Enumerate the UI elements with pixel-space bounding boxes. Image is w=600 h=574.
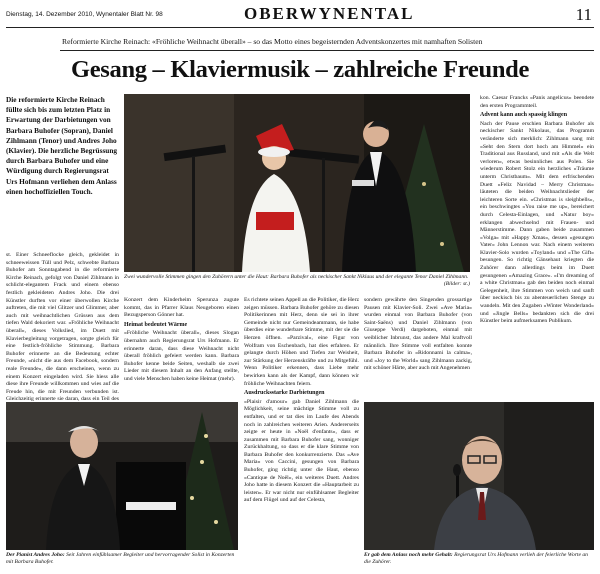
- body-text: sondern gewährte den Singenden grossartige Pausen mit Klavier-Soli. Zwei «Ave Maria» wurden einmal von Barbara Buhofer (von Saint-Saëns) und Daniel Zihlmann (von Giuseppe Verdi) dargeboten, einmal mit weiblicher Inbrunst, das andere Mal kraftvoll männlich. Ihre Stimme voll entfalten konnte Barbara Buhofer in «Ridonnami la calma», und «Joy to the World» sang Zihlmann zackig, mit schöner Härte, aber auch mit Angenehmen: [364, 297, 472, 372]
- kicker-rule: [60, 50, 594, 51]
- body-column-1: [6, 252, 119, 403]
- photo-credit: (Bilder: st.): [443, 281, 470, 288]
- body-column-2: [124, 297, 239, 397]
- photo-caption-top: [124, 274, 470, 288]
- body-text: Es richtete seinen Appell an die Politiker, die Herz zeigen müssen. Barbara Buhofer gehöre zu diesen Politikerinnen mit Herz, denn sie sei in ihrer Gemeinde nicht nur Gemeindeammann, sie habe überdies eine wunderbare Stimme, mit der sie die Herzen öffnen. «Parzival», eine Figur von Wolfram von Eschenbach, hat dies erfahren. Er gelangte durch Höhen und Tiefen zur Weisheit, zur Stärkung der Herzenskräfte und zu Mitgefühl. Wenn Politiker erkennen, dass Liebe mehr bewirken kann als der Kampf, dann können wir fröhliche Weihnachten feiern.: [244, 297, 359, 387]
- body-column-3: [244, 297, 359, 553]
- page-number: 11: [575, 5, 592, 24]
- pianist-photo: [6, 402, 238, 550]
- caption-name: Er gab dem Anlass noch mehr Gehalt:: [364, 552, 453, 558]
- section-title: OBERWYNENTAL: [244, 4, 415, 23]
- caption-text: Seit Jahren einfühlsamer Begleiter und hervorragender Solist in Konzerten mit Barbara Buhofer.: [6, 552, 235, 566]
- concert-photo: [124, 94, 470, 272]
- body-text: «Fröhliche Weihnacht überall», dieses Slogan übernahm auch Regierungsrat Urs Hofmann. Er erinnerte daran, dass diese Weihnacht nicht überall fröhlich gefeiert werden kann. Barbara Buhofer kenne beide Seiten, weshalb sie zwei Lieder mit diesem Inhalt an den Anfang stellte, und viele Menschen haben keine Heimat (mehr).: [124, 330, 239, 382]
- body-text: kon. Caesar Francks «Panis angelicus» beendete den ersten Programmteil.: [480, 95, 594, 109]
- subheading-darbietungen: Ausdrucksstarke Darbietungen: [244, 390, 325, 397]
- concert-photo-graphic: [124, 94, 470, 272]
- pianist-photo-graphic: [6, 402, 238, 550]
- body-text: Konzert dem Kinderheim Sperunza zugute kommt, das in Pfarrer Klaus Neugeboren einen Bezugsperson Gönner hat.: [124, 297, 239, 319]
- politician-photo-graphic: [364, 402, 594, 550]
- politician-photo: [364, 402, 594, 550]
- body-text: «Plaisir d'amour» gab Daniel Zihlmann die Möglichkeit, seine mächtige Stimme voll zu entfalten, und er tat dies im Laufe des Abends noch in zahlreichen weiteren Arien. Andererseits zeigte er heute in «Noël d'enfants», dass er zusammen mit Barbara Buhofer sang, wonniger Zurückhaltung, so dass er die klare Stimme von Barbara Buhofer den konkurrenzierte. Das «Ave Maria» von Caccini, gesungen von Barbara Buhofer, ging richtig unter die Haut, ebenso «Cantique de Noël», ein weiteres Duett. Andres Joho hatte in diesem Konzert die «Hauptarbeit zu leisten». Er war nicht nur einfühlsamer Begleiter auf dem Flügel und auf der Celesta,: [244, 398, 359, 504]
- caption-text: Regierungsrat Urs Hofmann verlieh der feierliche Worte an die Zuhörer.: [364, 552, 588, 566]
- subheading-advent: Advent kann auch spassig klingen: [480, 112, 568, 119]
- photo-caption-bottom-left: [6, 552, 238, 566]
- body-column-4: [364, 297, 472, 397]
- body-text: Nach der Pause erschien Barbara Buhofer als neckischer Sankt Nikolaus, das Programm veränderte sich merklich: Zihlmann sang mit «Seht den Stern dort hoch am Himmel» ein Traditional aus Russland, und mit «Als die Welt verloren», etwas besinnliches aus Polen. Sie wiederum Robert Stolz ein herzliches «Träume unterm Christbaum». Mit dem erfrischenden Duett «Feliz Navidad – Merry Christmas» läuteten die beiden Weihnachtslieder der leichteren Sorte ein. «Christmas is sleighbells», ein beschwingtes «You raise me up», bereichert durch Celesta-Einlagen, und «Natur boy» erklangen abwechselnd mit Frauen- und Männerstimme. Dann gaben beide zusammen «Volga» mit «Happy Xmas», dessen «gesungen Vater» John Lennon war. Nach einem weiteren Klavier-Solo wurden «Toyland» und «The Gift» besungen. So richtig Gänsehaut kriegten die Zuhörer dann allerdings beim im Duett gesungenen «Amazing Grace». «I'm dreaming of a white Christmas» gab den beiden noch einmal Gelegenheit, ihre Stimmen von weich und sanft über neckisch bis zu abenteuerlichen Stenge zu wandeln. Mit den Zugaben «Winter Wonderland» und «Jingle Bells» bedankten sich die drei Künstler beim aufmerksamen Publikum.: [480, 120, 594, 325]
- issue-date: Dienstag, 14. Dezember 2010, Wynentaler Blatt Nr. 98: [6, 11, 163, 18]
- header-rule: [6, 27, 594, 28]
- headline: Gesang – Klaviermusik – zahlreiche Freunde: [70, 56, 530, 83]
- subheading-heimat: Heimat bedeutet Wärme: [124, 321, 188, 328]
- photo-caption-bottom-right: [364, 552, 594, 566]
- caption-name: Der Pianist Andres Joho:: [6, 552, 65, 558]
- body-column-5: [480, 95, 594, 395]
- lead-paragraph: Die reformierte Kirche Reinach füllte sich bis zum letzten Platz in Erwartung der Darbietungen von Barbara Buhofer (Sopran), Daniel Zihlmann (Tenor) und Andres Joho (Klavier). Die herzliche Begrüssung durch Barbara Buhofer und eine Würdigung durch Regierungsrat Urs Hofmann verliehen dem Anlass einen hochoffiziellen Touch.: [6, 95, 118, 196]
- caption-text: Zwei wundervolle Stimmen gingen den Zuhörern unter die Haut: Barbara Buhofer als neckischer Sankt Niklaus und der elegante Tenor Daniel Zihlmann.: [124, 274, 469, 280]
- kicker: Reformierte Kirche Reinach: «Fröhliche Weihnacht überall» – so das Motto eines begeisternden Adventskonzertes mit namhaften Solisten: [62, 37, 483, 46]
- body-text: st. Einer Schneeflocke gleich, gekleidet in schneeweissen Tüll und Pelz, schwebte Barbara Buhofer am Sonntagabend in die reformierte Kirche Reinach, gefolgt von Daniel Zihlmann in schlicht-elegantem Frack und einem ebenso festlich gekleideten Andres Joho. Die drei Künstler durften vor einer überwollen Kirche auftreten, die mit viel Glitzer und Glimmer, aber auch mit weihnachtlichen Grüssen aus dem tiefen Wald dekoriert war. «Fröhliche Weihnacht überall», dieses Volkslied, im Duett mit Klavierbegleitung vorgetragen, sorgte gleich für eine festlich-fröhliche Stimmung. Barbara Buhofer erinnerte an die Bedeutung echter Freunde, «nicht die aus dem Facebook, sondern reale Freunde», die dann erscheinen, wenn zu einem Konzert eingeladen wird. Sie hiess alle diese ihre Freunde willkommen und wies auf die Freude hin, die mit Freunden verbunden ist. Gleichzeitig erinnerte sie daran, dass ein Teil des: [6, 252, 119, 403]
- page-header: [6, 4, 594, 26]
